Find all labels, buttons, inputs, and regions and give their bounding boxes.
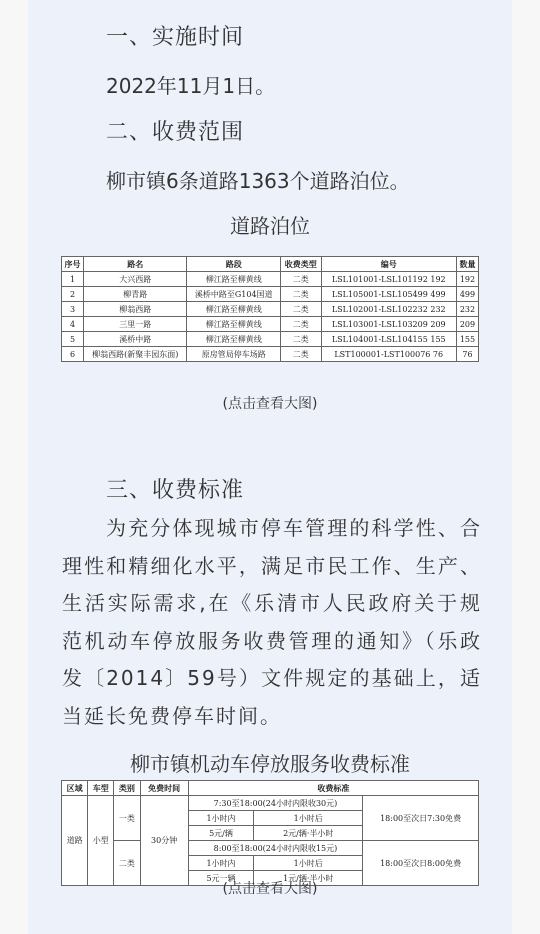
charge-period-cell: 7:30至18:00(24小时内限收30元) <box>188 796 362 811</box>
berth-table[interactable] <box>61 256 479 362</box>
night-free-cell: 18:00至次日8:00免费 <box>363 841 479 886</box>
table-cell: LSL103001-LSL103209 209 <box>321 317 456 332</box>
berth-table-title: 道路泊位 <box>230 214 310 238</box>
table-cell: LSL105001-LSL105499 499 <box>321 287 456 302</box>
col-header: 编号 <box>321 257 456 272</box>
table-cell: 二类 <box>280 332 321 347</box>
col-header: 区域 <box>62 781 88 796</box>
table-cell: 三里一路 <box>84 317 187 332</box>
berth-table-enlarge-link[interactable]: (点击查看大图) <box>222 396 318 412</box>
car-type-cell: 小型 <box>88 796 114 886</box>
col-header: 免费时间 <box>140 781 188 796</box>
table-cell: 柳江路至柳黄线 <box>187 302 281 317</box>
berth-table-header <box>62 257 479 272</box>
col-header: 收费标准 <box>188 781 478 796</box>
article-content <box>28 0 512 934</box>
fee-table-enlarge-link[interactable]: (点击查看大图) <box>222 881 318 897</box>
section-heading-scope: 二、收费范围 <box>106 120 245 145</box>
scope-text: 柳市镇6条道路1363个道路泊位。 <box>106 169 410 193</box>
table-cell: 4 <box>62 317 84 332</box>
table-cell: 1小时后 <box>254 811 363 826</box>
table-row <box>62 841 479 856</box>
table-cell: 1小时内 <box>188 856 254 871</box>
class-cell: 一类 <box>114 796 140 841</box>
table-cell: 5元/辆 <box>188 826 254 841</box>
table-cell: 6 <box>62 347 84 362</box>
table-cell: 155 <box>456 332 478 347</box>
table-cell: 76 <box>456 347 478 362</box>
section-heading-standard: 三、收费标准 <box>106 478 245 503</box>
table-row <box>62 796 479 811</box>
table-row <box>62 317 479 332</box>
table-cell: 柳青路 <box>84 287 187 302</box>
table-cell: 二类 <box>280 347 321 362</box>
table-cell: 柳翁西路 <box>84 302 187 317</box>
table-cell: 柳江路至柳黄线 <box>187 272 281 287</box>
charge-period-cell: 8:00至18:00(24小时内限收15元) <box>188 841 362 856</box>
table-cell: 溪桥中路至G104国道 <box>187 287 281 302</box>
table-cell: 1 <box>62 272 84 287</box>
table-cell: 原房管局停车场路 <box>187 347 281 362</box>
table-cell: 大兴西路 <box>84 272 187 287</box>
table-cell: LSL101001-LSL101192 192 <box>321 272 456 287</box>
table-row <box>62 302 479 317</box>
table-cell: LSL104001-LSL104155 155 <box>321 332 456 347</box>
table-cell: 5 <box>62 332 84 347</box>
table-cell: 2元/辆·半小时 <box>254 826 363 841</box>
table-cell: 1小时后 <box>254 856 363 871</box>
table-cell: 溪桥中路 <box>84 332 187 347</box>
area-cell: 道路 <box>62 796 88 886</box>
table-cell: 3 <box>62 302 84 317</box>
table-cell: 1小时内 <box>188 811 254 826</box>
table-cell: 209 <box>456 317 478 332</box>
table-cell: LST100001-LST100076 76 <box>321 347 456 362</box>
implementation-date: 2022年11月1日。 <box>106 74 276 98</box>
table-row <box>62 287 479 302</box>
col-header: 序号 <box>62 257 84 272</box>
section-heading-time: 一、实施时间 <box>106 25 245 50</box>
col-header: 收费类型 <box>280 257 321 272</box>
fee-table-title: 柳市镇机动车停放服务收费标准 <box>130 752 410 776</box>
table-cell: 2 <box>62 287 84 302</box>
standard-body-text: 为充分体现城市停车管理的科学性、合理性和精细化水平，满足市民工作、生产、生活实际需求,在《乐清市人民政府关于规范机动车停放服务收费管理的通知》（乐政发〔2014〕59号）文件规定的基础上，适当延长免费停车时间。 <box>62 516 482 728</box>
table-cell: 二类 <box>280 272 321 287</box>
free-time-cell: 30分钟 <box>140 796 188 886</box>
table-cell: 1元/辆·半小时 <box>254 871 363 886</box>
table-cell: 柳江路至柳黄线 <box>187 317 281 332</box>
table-cell: 柳翁西路(新聚丰园东面) <box>84 347 187 362</box>
col-header: 类别 <box>114 781 140 796</box>
col-header: 路名 <box>84 257 187 272</box>
col-header: 路段 <box>187 257 281 272</box>
table-cell: LSL102001-LSL102232 232 <box>321 302 456 317</box>
fee-table[interactable] <box>61 780 479 886</box>
night-free-cell: 18:00至次日7:30免费 <box>363 796 479 841</box>
table-cell: 二类 <box>280 302 321 317</box>
col-header: 数量 <box>456 257 478 272</box>
table-cell: 499 <box>456 287 478 302</box>
table-cell: 二类 <box>280 317 321 332</box>
table-row <box>62 347 479 362</box>
table-cell: 192 <box>456 272 478 287</box>
table-cell: 柳江路至柳黄线 <box>187 332 281 347</box>
table-cell: 5元一辆 <box>188 871 254 886</box>
table-cell: 二类 <box>280 287 321 302</box>
table-row <box>62 332 479 347</box>
class-cell: 二类 <box>114 841 140 886</box>
table-cell: 232 <box>456 302 478 317</box>
fee-table-header <box>62 781 479 796</box>
table-row <box>62 272 479 287</box>
col-header: 车型 <box>88 781 114 796</box>
